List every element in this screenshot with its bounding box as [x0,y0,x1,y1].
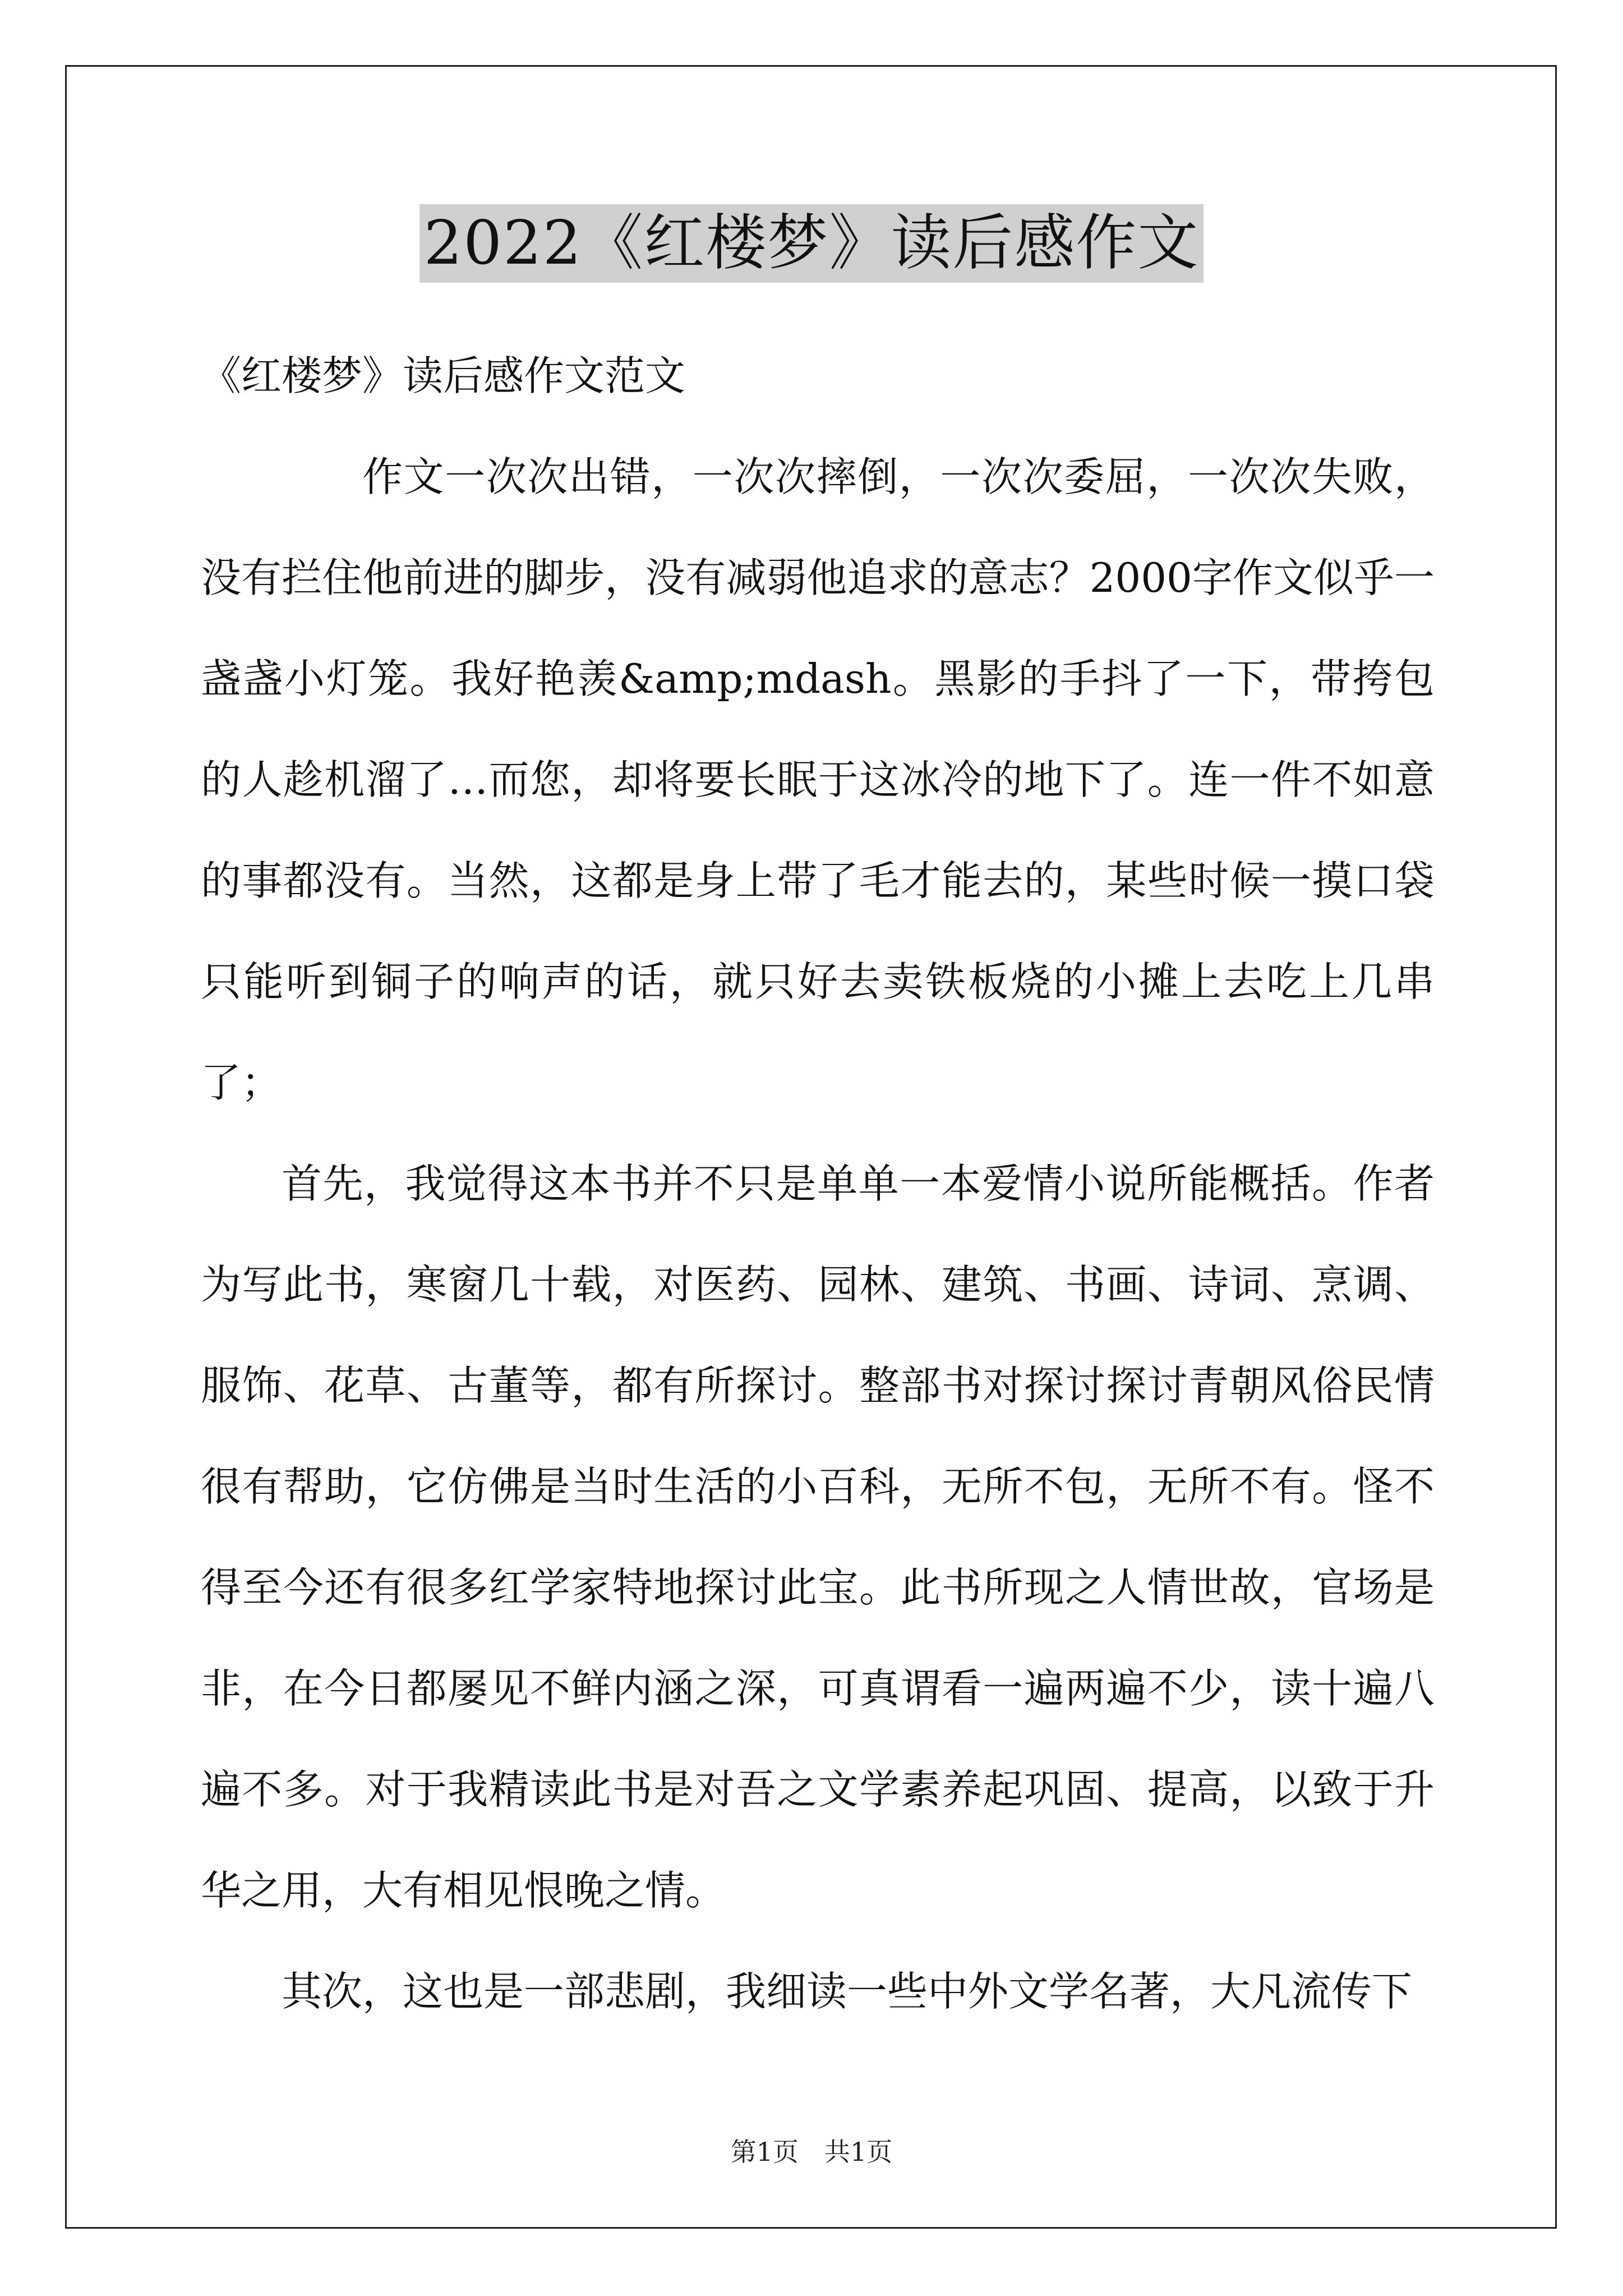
paragraph-2: 首先，我觉得这本书并不只是单单一本爱情小说所能概括。作者为写此书，寒窗几十载，对医药、园林、建筑、书画、诗词、烹调、服饰、花草、古董等，都有所探讨。整部书对探讨探讨青朝风俗民情很有帮助，它仿佛是当时生活的小百科，无所不包，无所不有。怪不得至今还有很多红学家特地探讨此宝。此书所现之人情世故，官场是非，在今日都屡见不鲜内涵之深，可真谓看一遍两遍不少，读十遍八遍不多。对于我精读此书是对吾之文学素养起巩固、提高，以致于升华之用，大有相见恨晚之情。 [201,1160,1435,1914]
document-title: 2022《红楼梦》读后感作文 [419,204,1204,283]
document-subtitle: 《红楼梦》读后感作文范文 [201,352,686,399]
page-footer: 第1页 共1页 [730,2137,893,2167]
document-body [201,325,1435,2042]
paragraph-1: 作文一次次出错，一次次摔倒，一次次委屈，一次次失败，没有拦住他前进的脚步，没有减弱他追求的意志？2000字作文似乎一盏盏小灯笼。我好艳羡&amp;mdash。黑影的手抖了一下，带挎包的人趁机溜了…而您，却将要长眠于这冰冷的地下了。连一件不如意的事都没有。当然，这都是身上带了毛才能去的，某些时候一摸口袋只能听到铜子的响声的话，就只好去卖铁板烧的小摊上去吃上几串了； [201,453,1435,1106]
title-container [0,204,1623,283]
paragraph-3: 其次，这也是一部悲剧，我细读一些中外文学名著，大凡流传下 [282,1968,1413,2015]
